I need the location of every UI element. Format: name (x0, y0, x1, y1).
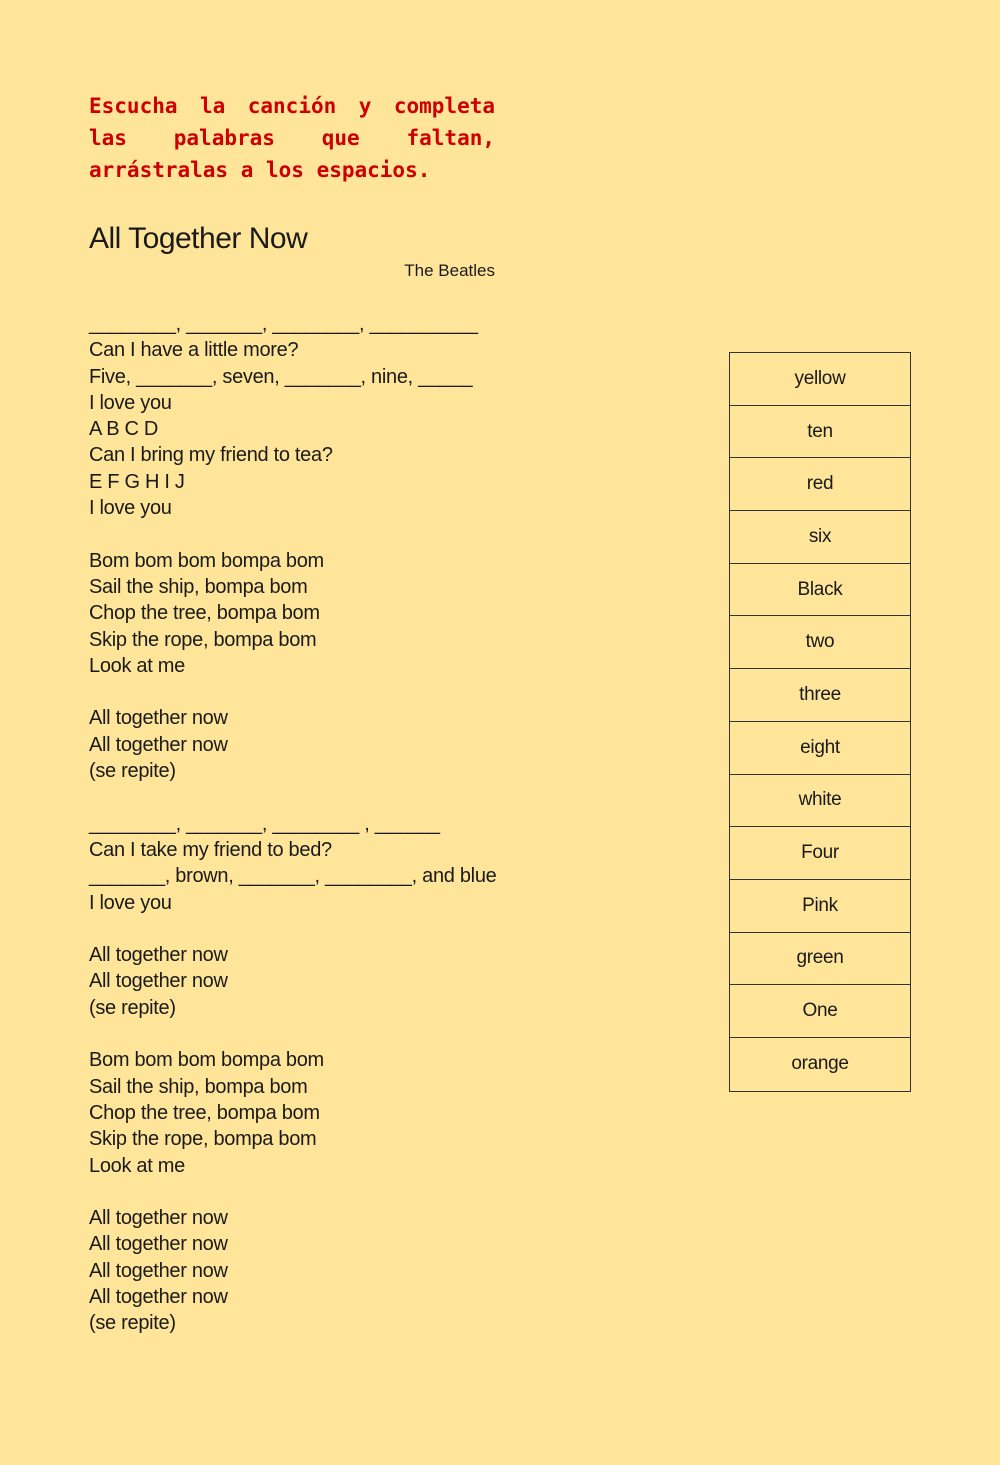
stanza-break (89, 1021, 609, 1047)
lyric-line: Look at me (89, 654, 185, 677)
lyric-line: All together now (89, 733, 228, 756)
lyric-line: ________, _______, ________ , ______ (89, 812, 440, 835)
lyric-line: I love you (89, 497, 172, 520)
lyric-line: All together now (89, 1207, 228, 1230)
lyrics (89, 311, 609, 1337)
song-artist: The Beatles (404, 261, 495, 280)
stanza-break (89, 784, 609, 810)
lyric-line: All together now (89, 944, 228, 967)
lyric-line: (se repite) (89, 996, 176, 1019)
lyric-line: Chop the tree, bompa bom (89, 1101, 320, 1124)
lyric-line: I love you (89, 391, 172, 414)
word-tile[interactable]: ten (730, 406, 910, 459)
lyric-line: Can I have a little more? (89, 339, 299, 362)
word-tile[interactable]: three (730, 669, 910, 722)
word-tile[interactable]: red (730, 458, 910, 511)
song-title: All Together Now (89, 222, 308, 255)
lyric-line: Five, _______, seven, _______, nine, _____ (89, 365, 473, 388)
lyric-line: ________, _______, ________, __________ (89, 313, 478, 335)
word-tile[interactable]: green (730, 933, 910, 986)
instructions-text: Escucha la canción y completa las palabras que faltan, arrástralas a los espacios. (89, 94, 495, 182)
lyric-line: All together now (89, 707, 228, 730)
word-tile[interactable]: eight (730, 722, 910, 775)
lyric-line: Skip the rope, bompa bom (89, 1128, 317, 1151)
word-tile[interactable]: Pink (730, 880, 910, 933)
lyric-line: Bom bom bom bompa bom (89, 549, 324, 572)
word-tile[interactable]: two (730, 616, 910, 669)
word-tile[interactable]: six (730, 511, 910, 564)
lyric-line: Skip the rope, bompa bom (89, 628, 317, 651)
lyric-line: A B C D (89, 418, 159, 441)
word-tile[interactable]: white (730, 775, 910, 828)
word-tile[interactable]: orange (791, 1053, 849, 1075)
lyric-line: I love you (89, 891, 172, 914)
lyric-line: (se repite) (89, 760, 176, 783)
word-tile[interactable]: Black (730, 564, 910, 617)
stanza-break (89, 521, 609, 547)
lyric-line: Bom bom bom bompa bom (89, 1049, 324, 1072)
stanza-break (89, 1179, 609, 1205)
lyric-line: All together now (89, 1233, 228, 1256)
word-tile[interactable]: Four (730, 827, 910, 880)
lyric-line: Look at me (89, 1154, 185, 1177)
lyric-line: All together now (89, 1259, 228, 1282)
lyric-line: Chop the tree, bompa bom (89, 602, 320, 625)
word-tile[interactable]: yellow (730, 353, 910, 406)
lyric-line: (se repite) (89, 1312, 176, 1335)
lyric-line: All together now (89, 970, 228, 993)
lyric-line: E F G H I J (89, 470, 185, 493)
lyric-line: Sail the ship, bompa bom (89, 575, 308, 598)
word-tile[interactable]: One (730, 985, 910, 1038)
stanza-break (89, 916, 609, 942)
stanza-break (89, 679, 609, 705)
lyric-line: Sail the ship, bompa bom (89, 1075, 308, 1098)
lyric-line: Can I take my friend to bed? (89, 838, 332, 861)
word-bank (729, 352, 911, 1092)
lyric-line: All together now (89, 1285, 228, 1308)
lyric-line: _______, brown, _______, ________, and blue (89, 865, 497, 888)
lyric-line: Can I bring my friend to tea? (89, 444, 333, 467)
